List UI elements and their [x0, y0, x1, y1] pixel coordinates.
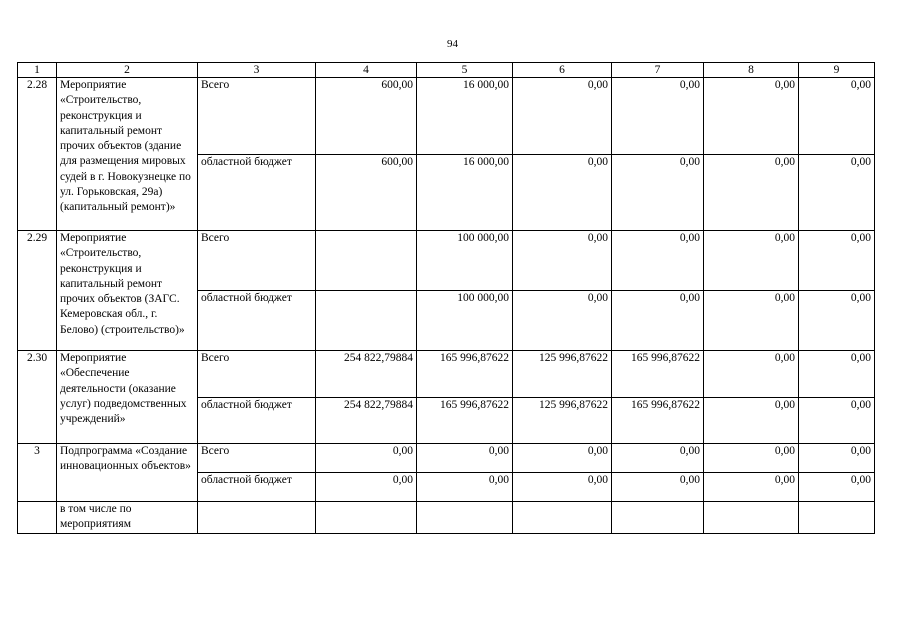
- empty-cell: [417, 502, 513, 534]
- value-cell: 0,00: [799, 351, 875, 398]
- value-cell: 0,00: [704, 397, 799, 444]
- table-header-row: [18, 63, 875, 78]
- value-cell: 165 996,87622: [612, 351, 704, 398]
- value-cell: 16 000,00: [417, 78, 513, 155]
- value-cell: 0,00: [513, 473, 612, 502]
- row-number: 2.29: [18, 231, 57, 351]
- empty-cell: [316, 502, 417, 534]
- column-header: 4: [316, 63, 417, 78]
- value-cell: 0,00: [704, 231, 799, 291]
- value-cell: 0,00: [799, 444, 875, 473]
- value-cell: 254 822,79884: [316, 397, 417, 444]
- value-cell: 0,00: [704, 473, 799, 502]
- value-cell: 0,00: [704, 291, 799, 351]
- value-cell: 254 822,79884: [316, 351, 417, 398]
- row-number: 2.28: [18, 78, 57, 231]
- value-cell: 0,00: [513, 444, 612, 473]
- table-row: [18, 502, 875, 534]
- value-cell: 0,00: [612, 473, 704, 502]
- value-cell: 0,00: [513, 78, 612, 155]
- column-header: 5: [417, 63, 513, 78]
- value-cell: 0,00: [513, 291, 612, 351]
- line-label: областной бюджет: [198, 291, 316, 351]
- table-row: [18, 444, 875, 473]
- value-cell: 165 996,87622: [612, 397, 704, 444]
- table-row: [18, 231, 875, 291]
- value-cell: 100 000,00: [417, 291, 513, 351]
- row-number: [18, 502, 57, 534]
- row-number: 3: [18, 444, 57, 502]
- value-cell: 0,00: [799, 78, 875, 155]
- value-cell: 0,00: [704, 154, 799, 231]
- empty-cell: [612, 502, 704, 534]
- row-name: Мероприятие «Строительство, реконструкция и капитальный ремонт прочих объектов (ЗАГС. Кемеровская обл., г. Белово) (строительство)»: [57, 231, 198, 351]
- value-cell: 0,00: [704, 78, 799, 155]
- value-cell: 0,00: [799, 231, 875, 291]
- value-cell: [316, 231, 417, 291]
- value-cell: 0,00: [612, 231, 704, 291]
- line-label: Всего: [198, 444, 316, 473]
- row-number: 2.30: [18, 351, 57, 444]
- value-cell: 600,00: [316, 154, 417, 231]
- value-cell: 0,00: [799, 154, 875, 231]
- value-cell: [316, 291, 417, 351]
- line-label: Всего: [198, 351, 316, 398]
- value-cell: 125 996,87622: [513, 397, 612, 444]
- line-label: Всего: [198, 78, 316, 155]
- value-cell: 0,00: [612, 78, 704, 155]
- column-header: 2: [57, 63, 198, 78]
- budget-table: [17, 62, 875, 534]
- row-name: в том числе по мероприятиям: [57, 502, 198, 534]
- value-cell: 0,00: [513, 231, 612, 291]
- page-number: 94: [447, 38, 458, 50]
- column-header: 3: [198, 63, 316, 78]
- row-name: Мероприятие «Строительство, реконструкция и капитальный ремонт прочих объектов (здание для размещения мировых судей в г. Новокузнецке по ул. Горьковская, 29а) (капитальный ремонт)»: [57, 78, 198, 231]
- row-name: Подпрограмма «Создание инновационных объектов»: [57, 444, 198, 502]
- value-cell: 600,00: [316, 78, 417, 155]
- line-label: областной бюджет: [198, 154, 316, 231]
- column-header: 9: [799, 63, 875, 78]
- column-header: 1: [18, 63, 57, 78]
- value-cell: 0,00: [612, 444, 704, 473]
- value-cell: 0,00: [799, 397, 875, 444]
- value-cell: 125 996,87622: [513, 351, 612, 398]
- column-header: 8: [704, 63, 799, 78]
- column-header: 7: [612, 63, 704, 78]
- value-cell: 0,00: [799, 291, 875, 351]
- line-label: Всего: [198, 231, 316, 291]
- empty-cell: [704, 502, 799, 534]
- value-cell: 0,00: [316, 473, 417, 502]
- value-cell: 0,00: [704, 444, 799, 473]
- table-row: [18, 78, 875, 155]
- value-cell: 0,00: [704, 351, 799, 398]
- column-header: 6: [513, 63, 612, 78]
- empty-cell: [198, 502, 316, 534]
- value-cell: 0,00: [513, 154, 612, 231]
- empty-cell: [513, 502, 612, 534]
- value-cell: 0,00: [417, 473, 513, 502]
- value-cell: 0,00: [612, 291, 704, 351]
- value-cell: 0,00: [612, 154, 704, 231]
- line-label: областной бюджет: [198, 473, 316, 502]
- value-cell: 16 000,00: [417, 154, 513, 231]
- value-cell: 0,00: [316, 444, 417, 473]
- empty-cell: [799, 502, 875, 534]
- value-cell: 165 996,87622: [417, 397, 513, 444]
- value-cell: 0,00: [799, 473, 875, 502]
- line-label: областной бюджет: [198, 397, 316, 444]
- row-name: Мероприятие «Обеспечение деятельности (оказание услуг) подведомственных учреждений»: [57, 351, 198, 444]
- value-cell: 165 996,87622: [417, 351, 513, 398]
- table-row: [18, 351, 875, 398]
- value-cell: 0,00: [417, 444, 513, 473]
- value-cell: 100 000,00: [417, 231, 513, 291]
